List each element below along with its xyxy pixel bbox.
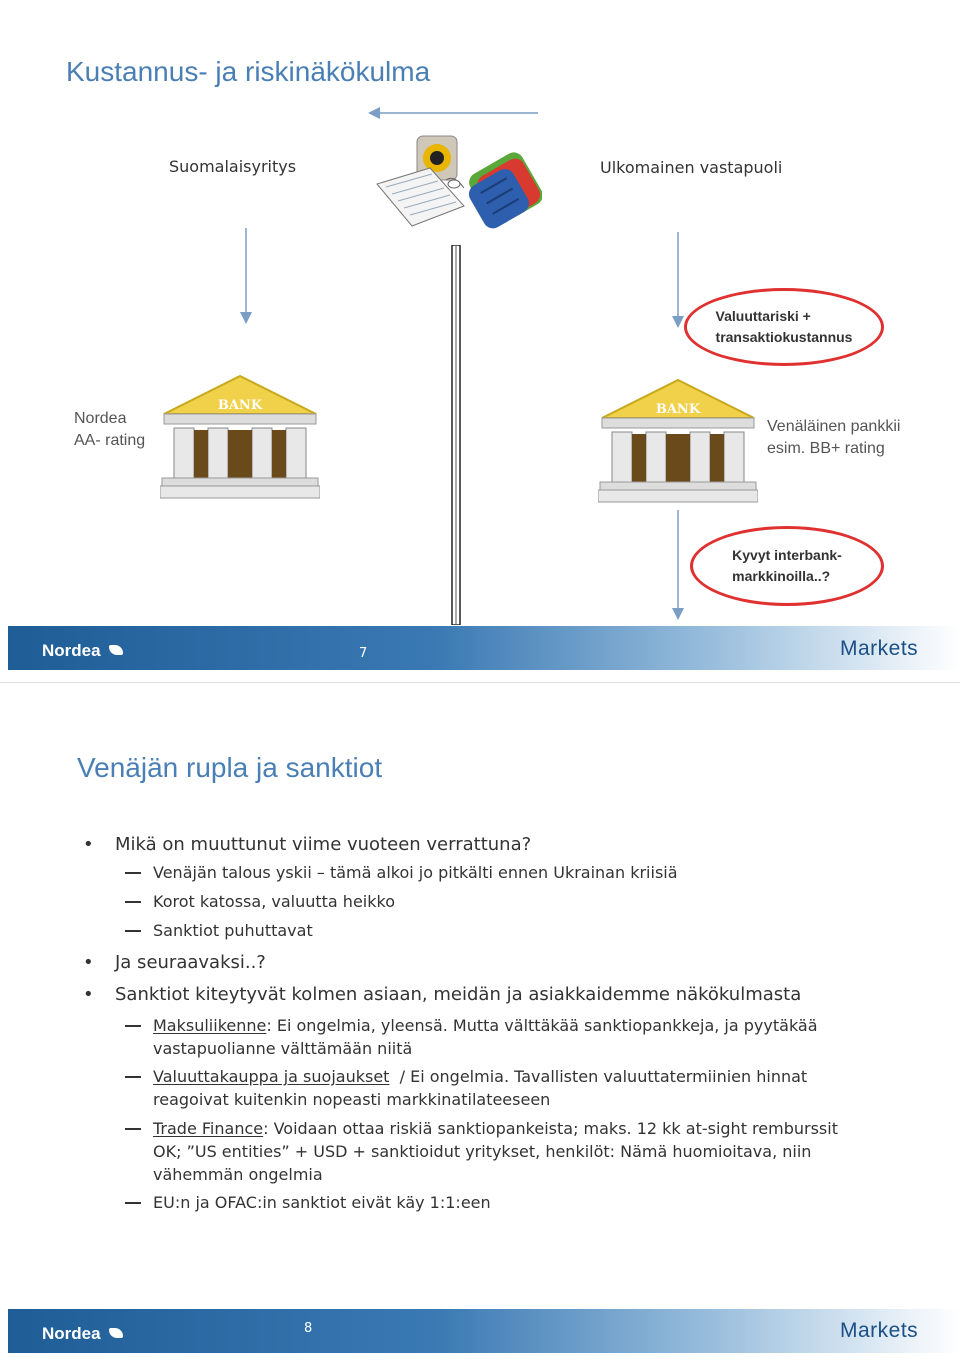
markets-brand: Markets [840,637,919,660]
right-lower-arrow [670,510,686,622]
left-arrow [366,105,541,121]
slide-title: Venäjän rupla ja sanktiot [77,752,383,783]
nordea-bird-icon [109,645,123,655]
left-bank-label [74,408,145,452]
left-party-label: Suomalaisyritys [169,157,297,176]
interbank-line-1: Kyvyt interbank- [732,547,842,563]
bullet-3: • Sanktiot kiteytyvät kolmen asiaan, meidän ja asiakkaidemme näkökulmasta [115,984,801,1005]
nordea-logo [42,641,123,661]
risk-line-1: Valuuttariski + [715,308,811,324]
trade-finance-text: : Voidaan ottaa riskiä sanktiopankeista; maks. 12 kk at-sight remburssit OK; ”US entities” + USD + sanktioidut yritykset, henkilöt: Nämä huomioitava, niin vähemmän ongelmia [153,1119,838,1184]
left-down-arrow [238,228,254,326]
right-party-label: Ulkomainen vastapuoli [600,158,783,177]
center-pole [449,245,463,625]
payments-text: : Ei ongelmia, yleensä. Mutta välttäkää sanktiopankkeja, ja pyytäkää vastapuolianne välttämään niitä [153,1016,818,1058]
fx-term: Valuuttakauppa ja suojaukset [153,1067,390,1086]
slide-7 [0,0,960,680]
trade-finance-term: Trade Finance [153,1119,264,1138]
left-bank-rating: AA- rating [74,432,146,449]
interbank-ellipse [690,526,884,606]
bank-building-icon [160,372,320,504]
sub-bullet: Sanktiot puhuttavat [153,921,313,940]
right-bank-rating: esim. BB+ rating [767,440,885,457]
fx-text: / Ei ongelmia. Tavallisten valuuttatermiinien hinnat reagoivat kuitenkin nopeasti markkinatilateeseen [153,1067,813,1109]
slide-title: Kustannus- ja riskinäkökulma [66,56,431,87]
page-divider [0,682,960,683]
right-bank-name: Venäläinen pankkii [767,418,901,435]
slide-footer [8,626,960,670]
bullet-2: • Ja seuraavaksi..? [115,952,266,973]
risk-ellipse [684,288,884,366]
left-bank-name: Nordea [74,410,127,427]
nordea-wordmark: Nordea [42,641,101,660]
sub-bullet-sanctions: EU:n ja OFAC:in sanktiot eivät käy 1:1:een [153,1193,491,1212]
bank-sign: BANK [217,398,263,413]
sub-bullet-fx [153,1065,853,1111]
sub-bullet-trade-finance [153,1117,868,1186]
bank-building-icon [598,376,758,508]
interbank-line-2: markkinoilla..? [732,568,831,584]
nordea-bird-icon [109,1328,123,1338]
right-down-arrow [670,232,686,330]
payments-term: Maksuliikenne [153,1016,267,1035]
nordea-logo [42,1324,123,1344]
computer-keyboard-icon [372,132,542,232]
page-number: 7 [359,646,368,661]
bank-sign: BANK [655,402,701,417]
right-bank-label [767,416,900,460]
nordea-wordmark: Nordea [42,1324,101,1343]
sub-bullet: Venäjän talous yskii – tämä alkoi jo pitkälti ennen Ukrainan kriisiä [153,863,678,882]
sub-bullet-payments [153,1014,853,1060]
sub-bullet: Korot katossa, valuutta heikko [153,892,395,911]
slide-footer [8,1309,960,1353]
risk-line-2: transaktiokustannus [715,329,853,345]
bullet-1: • Mikä on muuttunut viime vuoteen verrattuna? [115,834,531,855]
slide-8 [0,684,960,1367]
page-number: 8 [304,1321,313,1336]
markets-brand: Markets [840,1319,919,1342]
